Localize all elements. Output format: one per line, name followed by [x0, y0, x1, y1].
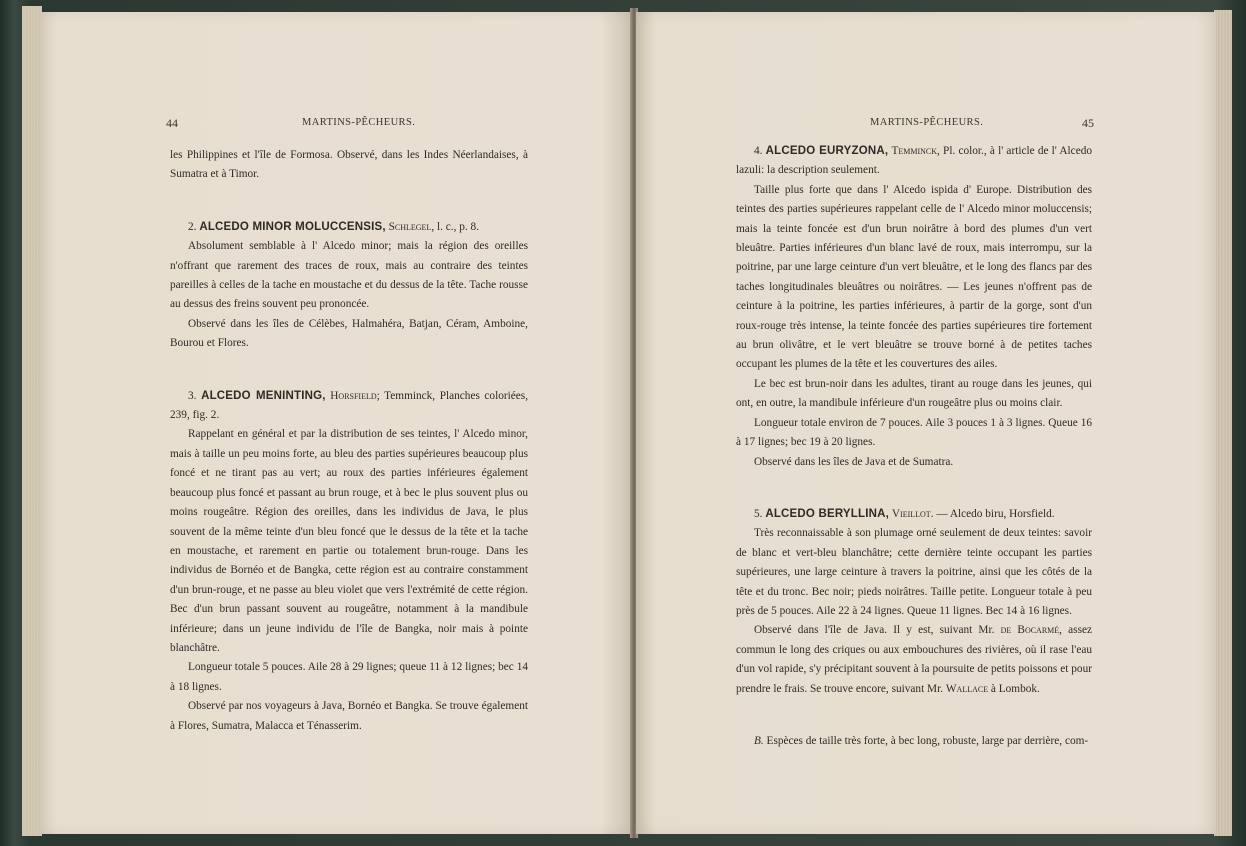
species-name: ALCEDO MINOR MOLUCCENSIS,	[199, 220, 386, 233]
species-author: Horsfield	[330, 389, 377, 402]
section-b-heading: B. Espèces de taille très forte, à bec long, robuste, large par derrière, com-	[754, 734, 1089, 747]
species-author: Schlegel	[388, 220, 432, 233]
paragraph: Observé dans l'île de Java. Il y est, suivant Mr. de Bocarmé, assez commun le long des criques ou aux embouchures des rivières, où il rase l'eau d'un vol rapide, s'y précipitant souvent à la poursuite de petits poissons et pour prendre le frais. Se trouve encore, suivant Mr. Wallace à Lombok.	[736, 624, 1092, 695]
paragraph: Rappelant en général et par la distribution de ses teintes, l' Alcedo minor, mais à taille un peu moins forte, au bleu des parties supérieures beaucoup plus foncé et ne tirant pas au vert; au roux des parties inférieures également beaucoup plus foncé et passant au brun rouge, et à bec le plus souvent plus ou moins rougeâtre. Région des oreilles, dans les individus de Java, le plus souvent de la même teinte d'un bleu foncé que le dessus de la tête et la tache en moustache, et rarement en partie ou totalement brun-rouge. Dans les individus de Bornéo et de Bangka, cette région est au contraire constamment d'un brun-rouge, et ne passe au bleu violet que vers l'extrémité de cette région. Bec d'un brun passant souvent au rougeâtre, notamment à la mandibule inférieure; dans un jeune individu de l'île de Bangka, noir mais à pointe blanchâtre.	[170, 428, 528, 654]
species-name: ALCEDO EURYZONA,	[765, 145, 889, 157]
paragraph: Observé par nos voyageurs à Java, Bornéo et Bangka. Se trouve également à Flores, Sumatra, Malacca et Ténasserim.	[170, 700, 528, 732]
paragraph: Le bec est brun-noir dans les adultes, tirant au rouge dans les jeunes, qui ont, en outre, la mandibule inférieure d'un rougeâtre plus ou moins clair.	[736, 377, 1092, 410]
running-head: MARTINS-PÊCHEURS.	[302, 117, 416, 128]
right-page-body	[736, 142, 1092, 751]
running-head: MARTINS-PÊCHEURS.	[870, 117, 984, 128]
species-author: Temminck	[891, 145, 938, 157]
left-page	[40, 12, 632, 834]
species-author: Vieillot	[891, 507, 931, 520]
species-heading-2: 2. ALCEDO MINOR MOLUCCENSIS, Schlegel, l. c., p. 8.	[188, 220, 480, 233]
left-page-body	[170, 146, 528, 736]
paragraph: Très reconnaissable à son plumage orné seulement de deux teintes: savoir de blanc et vert-bleu blanchâtre; cette dernière teinte occupant les parties supérieures, une large ceinture à travers la poitrine, ainsi que les côtés de la tête et du tronc. Bec noir; pieds noirâtres. Taille petite. Longueur totale à peu près de 5 pouces. Aile 22 à 24 lignes. Queue 11 lignes. Bec 14 à 16 lignes.	[736, 527, 1092, 617]
page-number: 45	[1082, 116, 1094, 130]
paragraph: Absolument semblable à l' Alcedo minor; mais la région des oreilles n'offrant que rarement des traces de roux, mais au contraire des teintes pareilles à celles de la tache en moustache et du dessus de la tête. Tache rousse au dessus des freins souvent peu prononcée.	[170, 240, 528, 311]
paragraph: Longueur totale environ de 7 pouces. Aile 3 pouces 1 à 3 lignes. Queue 16 à 17 lignes; bec 19 à 20 lignes.	[736, 416, 1092, 449]
paragraph: Taille plus forte que dans l' Alcedo ispida d' Europe. Distribution des teintes des parties supérieures rappelant celle de l' Alcedo minor moluccensis; mais la teinte foncée est d'un brun noirâtre à bord des plumes d'un vert bleuâtre. Parties inférieures d'un blanc lavé de roux, mais interrompu, sur la poitrine, par une large ceinture d'un vert bleuâtre, et le long des flancs par des taches longitudinales bleuâtres ou noirâtres. — Les jeunes n'offrent pas de ceinture à la poitrine, les parties inférieures, à partir de la gorge, sont d'un roux-rouge très intense, la teinte foncée des parties supérieures tire fortement au brun olivâtre, et le vert bleuâtre se trouve borné à de petites taches occupant les plumes de la tête et les couvertures des ailes.	[736, 183, 1092, 371]
paragraph: Longueur totale 5 pouces. Aile 28 à 29 lignes; queue 11 à 12 lignes; bec 14 à 18 lignes.	[170, 661, 528, 693]
right-page	[636, 12, 1216, 834]
species-name: ALCEDO MENINTING,	[201, 389, 326, 402]
page-edges-left	[22, 6, 42, 836]
paragraph: Observé dans les îles de Célèbes, Halmahéra, Batjan, Céram, Amboine, Bourou et Flores.	[170, 317, 528, 350]
intro-paragraph: les Philippines et l'île de Formosa. Observé, dans les Indes Néerlandaises, à Sumatra et à Timor.	[170, 149, 528, 181]
author-name: de Bocarmé	[1000, 624, 1060, 637]
species-heading-5: 5. ALCEDO BERYLLINA, Vieillot. — Alcedo biru, Horsfield.	[754, 507, 1055, 520]
species-name: ALCEDO BERYLLINA,	[765, 507, 890, 520]
author-name: Wallace	[945, 682, 989, 695]
paragraph: Observé dans les îles de Java et de Sumatra.	[754, 455, 954, 468]
species-heading-3: 3. ALCEDO MENINTING, Horsfield; Temminck, Planches coloriées, 239, fig. 2.	[170, 389, 529, 422]
page-number: 44	[166, 116, 178, 130]
species-heading-4: 4. ALCEDO EURYZONA, Temminck, Pl. color., à l' article de l' Alcedo lazuli: la description seulement.	[736, 145, 1093, 177]
page-edges-right	[1214, 10, 1232, 836]
